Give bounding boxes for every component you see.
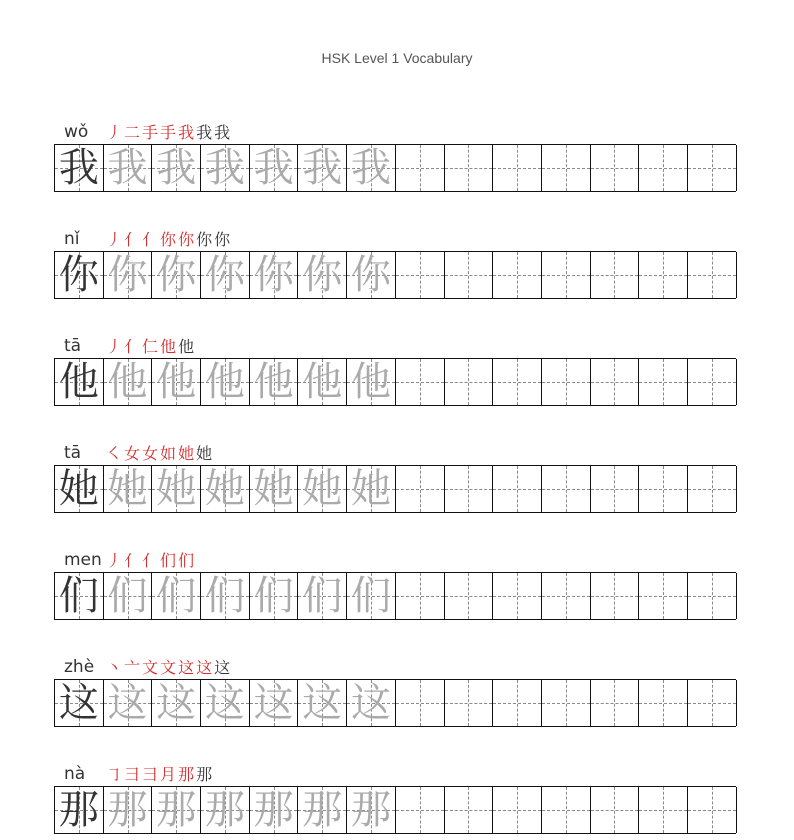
trace-character: 这 [302, 680, 343, 726]
stroke-new: 仁 [142, 337, 159, 356]
stroke-new: 她 [178, 444, 195, 463]
stroke-step [124, 659, 140, 677]
entry-header [64, 649, 232, 679]
trace-cell[interactable] [201, 573, 250, 619]
trace-cell[interactable] [250, 680, 299, 726]
trace-character: 那 [204, 787, 245, 833]
blank-practice-cell[interactable] [688, 359, 737, 405]
blank-practice-cell[interactable] [493, 252, 542, 298]
trace-character: 那 [253, 787, 294, 833]
trace-cell[interactable] [298, 359, 347, 405]
trace-character: 你 [107, 252, 148, 298]
stroke-step [196, 124, 212, 142]
stroke-new: 亻 [142, 230, 159, 249]
trace-cell[interactable] [152, 466, 201, 512]
model-character: 们 [58, 573, 99, 619]
stroke-step [106, 124, 122, 142]
stroke-new: 亠 [124, 658, 141, 677]
blank-practice-cell[interactable] [542, 787, 591, 833]
stroke-prev: 他 [178, 337, 195, 356]
trace-character: 这 [156, 680, 197, 726]
trace-cell[interactable] [104, 573, 153, 619]
stroke-new: 文 [142, 658, 159, 677]
trace-character: 你 [302, 252, 343, 298]
stroke-step [196, 659, 212, 677]
trace-character: 她 [107, 466, 148, 512]
stroke-step [124, 231, 140, 249]
trace-cell[interactable] [298, 466, 347, 512]
trace-cell[interactable] [250, 145, 299, 191]
stroke-new: 你 [178, 230, 195, 249]
entry-header [64, 542, 196, 572]
stroke-step [196, 231, 212, 249]
trace-character: 他 [302, 359, 343, 405]
stroke-order [106, 445, 214, 465]
pinyin-label: wǒ [64, 122, 89, 142]
model-cell[interactable] [55, 680, 104, 726]
trace-cell[interactable] [201, 680, 250, 726]
trace-cell[interactable] [152, 359, 201, 405]
trace-character: 那 [302, 787, 343, 833]
stroke-step [178, 445, 194, 463]
practice-grid-row [54, 786, 736, 834]
model-cell[interactable] [55, 466, 104, 512]
trace-cell[interactable] [104, 359, 153, 405]
page-title: HSK Level 1 Vocabulary [321, 50, 473, 66]
trace-character: 我 [156, 145, 197, 191]
stroke-step [142, 124, 158, 142]
stroke-order [106, 659, 232, 679]
stroke-new: 丶 [106, 658, 123, 677]
trace-cell[interactable] [347, 466, 396, 512]
trace-cell[interactable] [201, 252, 250, 298]
model-character: 我 [58, 145, 99, 191]
stroke-step [214, 231, 230, 249]
trace-cell[interactable] [298, 145, 347, 191]
stroke-step [196, 766, 212, 784]
trace-character: 这 [107, 680, 148, 726]
stroke-step [178, 231, 194, 249]
stroke-step [160, 552, 176, 570]
practice-grid-row [54, 572, 736, 620]
blank-practice-cell[interactable] [493, 359, 542, 405]
entry-header [64, 435, 214, 465]
blank-practice-cell[interactable] [639, 145, 688, 191]
blank-practice-cell[interactable] [493, 573, 542, 619]
blank-practice-cell[interactable] [591, 252, 640, 298]
stroke-new: 丿 [106, 337, 123, 356]
blank-practice-cell[interactable] [542, 680, 591, 726]
model-cell[interactable] [55, 573, 104, 619]
blank-practice-cell[interactable] [591, 466, 640, 512]
stroke-new: 手 [160, 123, 177, 142]
stroke-prev: 你 [214, 230, 231, 249]
stroke-new: 手 [142, 123, 159, 142]
trace-cell[interactable] [298, 787, 347, 833]
blank-practice-cell[interactable] [591, 359, 640, 405]
practice-grid-row [54, 358, 736, 406]
stroke-step [178, 124, 194, 142]
blank-practice-cell[interactable] [542, 252, 591, 298]
trace-character: 他 [107, 359, 148, 405]
trace-cell[interactable] [298, 252, 347, 298]
trace-cell[interactable] [347, 787, 396, 833]
stroke-step [160, 124, 176, 142]
blank-practice-cell[interactable] [688, 252, 737, 298]
blank-practice-cell[interactable] [591, 787, 640, 833]
blank-practice-cell[interactable] [493, 466, 542, 512]
blank-practice-cell[interactable] [639, 252, 688, 298]
entry-header [64, 328, 196, 358]
stroke-step [142, 231, 158, 249]
model-cell[interactable] [55, 252, 104, 298]
model-character: 他 [58, 359, 99, 405]
stroke-step [142, 659, 158, 677]
entry-header [64, 114, 232, 144]
stroke-new: 女 [124, 444, 141, 463]
stroke-new: 文 [160, 658, 177, 677]
stroke-step [178, 552, 194, 570]
stroke-step [178, 766, 194, 784]
trace-cell[interactable] [298, 573, 347, 619]
blank-practice-cell[interactable] [396, 680, 445, 726]
model-character: 这 [58, 680, 99, 726]
trace-cell[interactable] [250, 573, 299, 619]
trace-character: 你 [204, 252, 245, 298]
trace-character: 们 [253, 573, 294, 619]
stroke-step [160, 445, 176, 463]
pinyin-label: men [64, 550, 102, 570]
trace-character: 我 [350, 145, 391, 191]
trace-character: 她 [350, 466, 391, 512]
blank-practice-cell[interactable] [396, 252, 445, 298]
stroke-step [106, 445, 122, 463]
stroke-new: ㇆ [106, 765, 123, 784]
trace-character: 这 [253, 680, 294, 726]
trace-cell[interactable] [250, 252, 299, 298]
stroke-step [214, 124, 230, 142]
blank-practice-cell[interactable] [688, 573, 737, 619]
blank-practice-cell[interactable] [688, 145, 737, 191]
blank-practice-cell[interactable] [493, 145, 542, 191]
trace-cell[interactable] [347, 680, 396, 726]
trace-cell[interactable] [201, 787, 250, 833]
trace-cell[interactable] [152, 680, 201, 726]
trace-cell[interactable] [250, 466, 299, 512]
blank-practice-cell[interactable] [445, 573, 494, 619]
trace-character: 他 [204, 359, 245, 405]
trace-character: 们 [156, 573, 197, 619]
model-cell[interactable] [55, 787, 104, 833]
trace-character: 这 [204, 680, 245, 726]
stroke-new: 那 [178, 765, 195, 784]
blank-practice-cell[interactable] [542, 145, 591, 191]
stroke-new: 亻 [142, 551, 159, 570]
stroke-new: 月 [160, 765, 177, 784]
trace-character: 们 [302, 573, 343, 619]
trace-cell[interactable] [201, 145, 250, 191]
model-character: 你 [58, 252, 99, 298]
stroke-step [196, 445, 212, 463]
blank-practice-cell[interactable] [396, 573, 445, 619]
trace-cell[interactable] [152, 787, 201, 833]
stroke-new: 丿 [106, 123, 123, 142]
entry-header [64, 756, 214, 786]
stroke-new: 丿 [106, 230, 123, 249]
stroke-step [160, 338, 176, 356]
pinyin-label: zhè [64, 657, 95, 677]
trace-cell[interactable] [104, 252, 153, 298]
stroke-new: 彐 [124, 765, 141, 784]
blank-practice-cell[interactable] [639, 573, 688, 619]
trace-character: 我 [302, 145, 343, 191]
practice-grid-row [54, 679, 736, 727]
stroke-new: 我 [178, 123, 195, 142]
stroke-step [160, 231, 176, 249]
stroke-new: 彐 [142, 765, 159, 784]
stroke-order [106, 552, 196, 572]
blank-practice-cell[interactable] [396, 145, 445, 191]
trace-character: 他 [350, 359, 391, 405]
stroke-new: 这 [196, 658, 213, 677]
blank-practice-cell[interactable] [688, 787, 737, 833]
stroke-prev: 她 [196, 444, 213, 463]
model-character: 她 [58, 466, 99, 512]
stroke-new: 亻 [124, 337, 141, 356]
stroke-step [178, 659, 194, 677]
stroke-step [106, 338, 122, 356]
trace-character: 们 [204, 573, 245, 619]
model-character: 那 [58, 787, 99, 833]
blank-practice-cell[interactable] [542, 466, 591, 512]
stroke-step [214, 659, 230, 677]
blank-practice-cell[interactable] [591, 680, 640, 726]
stroke-step [178, 338, 194, 356]
blank-practice-cell[interactable] [639, 680, 688, 726]
trace-cell[interactable] [347, 573, 396, 619]
stroke-new: 亻 [124, 551, 141, 570]
entry-header [64, 221, 232, 251]
trace-character: 他 [253, 359, 294, 405]
stroke-step [160, 659, 176, 677]
trace-character: 她 [253, 466, 294, 512]
pinyin-label: tā [64, 336, 82, 356]
trace-character: 他 [156, 359, 197, 405]
trace-character: 你 [350, 252, 391, 298]
stroke-step [142, 552, 158, 570]
trace-character: 们 [350, 573, 391, 619]
trace-character: 她 [156, 466, 197, 512]
trace-character: 们 [107, 573, 148, 619]
stroke-order [106, 231, 232, 251]
blank-practice-cell[interactable] [591, 573, 640, 619]
blank-practice-cell[interactable] [396, 787, 445, 833]
pinyin-label: nǐ [64, 229, 80, 249]
stroke-step [124, 338, 140, 356]
trace-cell[interactable] [104, 145, 153, 191]
trace-character: 她 [302, 466, 343, 512]
stroke-order [106, 766, 214, 786]
blank-practice-cell[interactable] [396, 359, 445, 405]
stroke-new: 女 [142, 444, 159, 463]
stroke-new: 这 [178, 658, 195, 677]
stroke-step [124, 124, 140, 142]
trace-character: 我 [204, 145, 245, 191]
trace-cell[interactable] [104, 680, 153, 726]
stroke-prev: 我 [196, 123, 213, 142]
stroke-new: ㇛ [106, 444, 123, 463]
model-cell[interactable] [55, 145, 104, 191]
stroke-step [124, 552, 140, 570]
trace-cell[interactable] [250, 359, 299, 405]
trace-character: 你 [253, 252, 294, 298]
practice-grid-row [54, 144, 736, 192]
blank-practice-cell[interactable] [542, 359, 591, 405]
trace-cell[interactable] [152, 145, 201, 191]
stroke-new: 如 [160, 444, 177, 463]
trace-cell[interactable] [104, 466, 153, 512]
trace-character: 我 [253, 145, 294, 191]
trace-cell[interactable] [347, 145, 396, 191]
trace-cell[interactable] [347, 252, 396, 298]
trace-cell[interactable] [347, 359, 396, 405]
stroke-prev: 那 [196, 765, 213, 784]
blank-practice-cell[interactable] [493, 787, 542, 833]
stroke-step [142, 338, 158, 356]
trace-character: 那 [156, 787, 197, 833]
stroke-order [106, 338, 196, 358]
trace-character: 那 [107, 787, 148, 833]
blank-practice-cell[interactable] [445, 680, 494, 726]
trace-cell[interactable] [201, 359, 250, 405]
stroke-new: 亻 [124, 230, 141, 249]
stroke-step [142, 445, 158, 463]
stroke-new: 二 [124, 123, 141, 142]
pinyin-label: tā [64, 443, 82, 463]
blank-practice-cell[interactable] [688, 466, 737, 512]
blank-practice-cell[interactable] [542, 573, 591, 619]
trace-character: 那 [350, 787, 391, 833]
trace-cell[interactable] [104, 787, 153, 833]
stroke-step [106, 766, 122, 784]
trace-character: 她 [204, 466, 245, 512]
trace-character: 我 [107, 145, 148, 191]
stroke-new: 丿 [106, 551, 123, 570]
stroke-order [106, 124, 232, 144]
blank-practice-cell[interactable] [688, 680, 737, 726]
trace-cell[interactable] [152, 252, 201, 298]
stroke-prev: 这 [214, 658, 231, 677]
blank-practice-cell[interactable] [445, 359, 494, 405]
blank-practice-cell[interactable] [493, 680, 542, 726]
stroke-prev: 你 [196, 230, 213, 249]
practice-grid-row [54, 465, 736, 513]
blank-practice-cell[interactable] [445, 787, 494, 833]
stroke-step [142, 766, 158, 784]
blank-practice-cell[interactable] [445, 466, 494, 512]
stroke-new: 们 [160, 551, 177, 570]
trace-cell[interactable] [152, 573, 201, 619]
pinyin-label: nà [64, 764, 86, 784]
stroke-new: 你 [160, 230, 177, 249]
stroke-prev: 我 [214, 123, 231, 142]
model-cell[interactable] [55, 359, 104, 405]
trace-character: 这 [350, 680, 391, 726]
trace-cell[interactable] [298, 680, 347, 726]
blank-practice-cell[interactable] [396, 466, 445, 512]
stroke-new: 他 [160, 337, 177, 356]
stroke-new: 们 [178, 551, 195, 570]
blank-practice-cell[interactable] [591, 145, 640, 191]
trace-cell[interactable] [201, 466, 250, 512]
practice-grid-row [54, 251, 736, 299]
blank-practice-cell[interactable] [639, 359, 688, 405]
blank-practice-cell[interactable] [639, 787, 688, 833]
blank-practice-cell[interactable] [445, 145, 494, 191]
stroke-step [106, 231, 122, 249]
trace-cell[interactable] [250, 787, 299, 833]
stroke-step [124, 766, 140, 784]
stroke-step [124, 445, 140, 463]
stroke-step [106, 659, 122, 677]
blank-practice-cell[interactable] [639, 466, 688, 512]
stroke-step [106, 552, 122, 570]
trace-character: 你 [156, 252, 197, 298]
blank-practice-cell[interactable] [445, 252, 494, 298]
stroke-step [160, 766, 176, 784]
